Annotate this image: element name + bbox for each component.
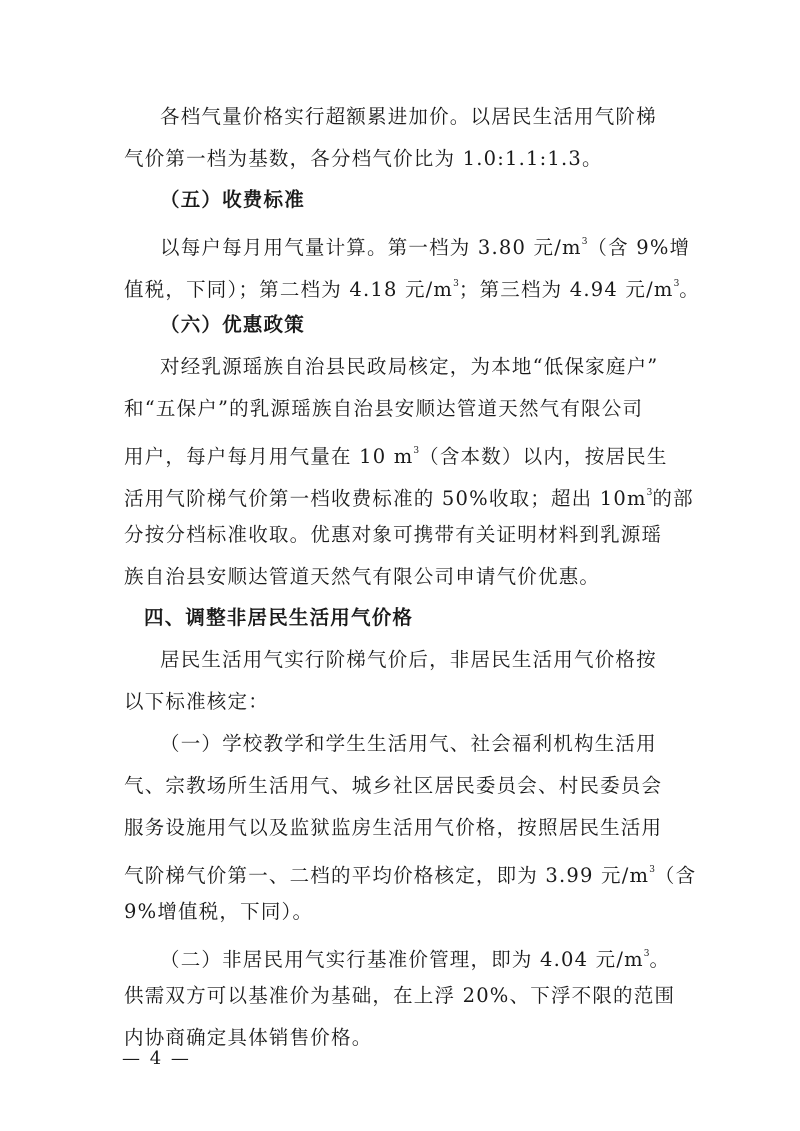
- paragraph-line: 以每户每月用气量计算。第一档为 3.80 元$/m^3$（含 9%增: [160, 236, 691, 259]
- paragraph-line: （二）非居民用气实行基准价管理，即为 4.04 元$/m^3$。: [160, 948, 671, 971]
- paragraph-line: 分按分档标准收取。优惠对象可携带有关证明材料到乳源瑶: [124, 523, 663, 546]
- page-number: — 4 —: [122, 1048, 191, 1069]
- paragraph-line: 和“五保户”的乳源瑶族自治县安顺达管道天然气有限公司: [124, 397, 644, 420]
- paragraph-line: 内协商确定具体销售价格。: [124, 1026, 373, 1049]
- paragraph-line: 气价第一档为基数，各分档气价比为 1.0:1.1:1.3。: [124, 147, 603, 170]
- paragraph-line: 9%增值税，下同）。: [124, 900, 314, 923]
- section-heading: 四、调整非居民生活用气价格: [144, 606, 414, 629]
- section-heading: （六）优惠政策: [160, 313, 305, 336]
- paragraph-line: 用户，每户每月用气量在 10 $m^3$（含本数）以内，按居民生: [124, 445, 668, 468]
- paragraph-line: 居民生活用气实行阶梯气价后，非居民生活用气价格按: [160, 648, 657, 671]
- paragraph-line: （一）学校教学和学生生活用气、社会福利机构生活用: [160, 732, 657, 755]
- paragraph-line: 活用气阶梯气价第一档收费标准的 50%收取；超出 $10m^3$的部: [124, 487, 694, 510]
- paragraph-line: 以下标准核定：: [124, 690, 269, 713]
- paragraph-line: 值税，下同）；第二档为 4.18 元$/m^3$；第三档为 4.94 元$/m^3$。: [124, 278, 700, 301]
- paragraph-line: 气阶梯气价第一、二档的平均价格核定，即为 3.99 元$/m^3$（含: [124, 864, 697, 887]
- paragraph-line: 服务设施用气以及监狱监房生活用气价格，按照居民生活用: [124, 816, 663, 839]
- paragraph-line: 各档气量价格实行超额累进加价。以居民生活用气阶梯: [160, 105, 657, 128]
- section-heading: （五）收费标准: [160, 188, 305, 211]
- paragraph-line: 气、宗教场所生活用气、城乡社区居民委员会、村民委员会: [124, 774, 663, 797]
- paragraph-line: 供需双方可以基准价为基础，在上浮 20%、下浮不限的范围: [124, 984, 676, 1007]
- paragraph-line: 族自治县安顺达管道天然气有限公司申请气价优惠。: [124, 565, 601, 588]
- paragraph-line: 对经乳源瑶族自治县民政局核定，为本地“低保家庭户”: [160, 355, 659, 378]
